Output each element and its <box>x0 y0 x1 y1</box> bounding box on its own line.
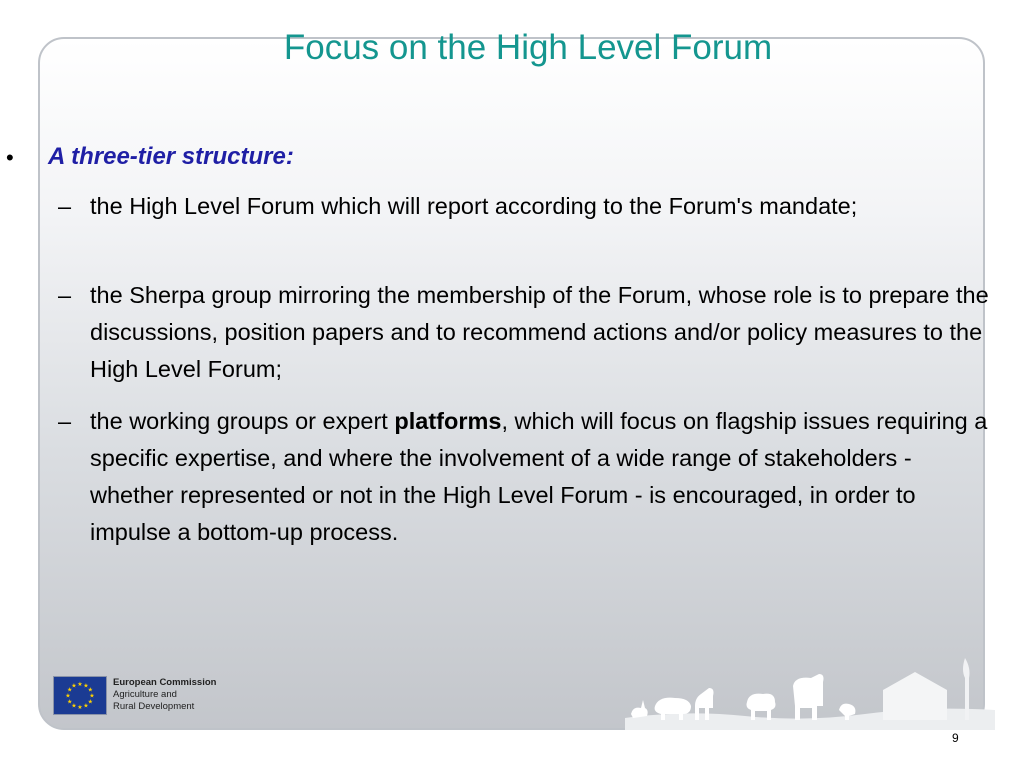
bullet-heading: A three-tier structure: <box>48 143 294 170</box>
sub-item-working-groups <box>58 403 1000 551</box>
bullet-marker: • <box>6 145 14 170</box>
svg-text:★: ★ <box>87 698 93 706</box>
svg-text:★: ★ <box>83 682 89 690</box>
slide-title: Focus on the High Level Forum <box>283 28 773 67</box>
svg-text:★: ★ <box>65 692 71 700</box>
svg-text:★: ★ <box>87 686 93 694</box>
page-number: 9 <box>952 731 959 745</box>
svg-text:★: ★ <box>71 702 77 710</box>
svg-text:★: ★ <box>67 698 73 706</box>
sub-item-text-after: , which will focus on flagship issues requiring a specific expertise, and where the involvement of a wide range of stakeholders - whether represented or not in the High Level Forum - is encouraged, in order to impulse a bottom-up process. <box>90 408 988 545</box>
sub-item-bold-text: platforms <box>394 408 502 434</box>
ec-org-name: European Commission <box>113 677 217 688</box>
dash-marker: – <box>58 193 72 219</box>
sub-item-text: the Sherpa group mirroring the membership of the Forum, whose role is to prepare the discussions, position papers and to recommend actions and/or policy measures to the High Level Forum; <box>90 282 989 382</box>
eu-flag-icon <box>53 676 107 715</box>
svg-text:★: ★ <box>83 702 89 710</box>
ec-dept-line-1: Agriculture and <box>113 689 177 700</box>
ec-dept-line-2: Rural Development <box>113 701 195 712</box>
farm-animals-silhouette-icon <box>625 650 995 730</box>
sub-item-text-before: the working groups or expert <box>90 408 395 434</box>
sub-item-high-level-forum <box>58 188 1000 225</box>
svg-text:★: ★ <box>71 682 77 690</box>
ec-logo <box>53 676 217 715</box>
svg-text:★: ★ <box>67 686 73 694</box>
dash-marker: – <box>58 408 72 434</box>
dash-marker: – <box>58 282 72 308</box>
sub-item-text: the High Level Forum which will report according to the Forum's mandate; <box>90 193 858 219</box>
svg-text:★: ★ <box>77 704 83 711</box>
ec-label <box>113 677 313 713</box>
sub-item-sherpa-group <box>58 277 1000 388</box>
svg-text:★: ★ <box>77 681 83 688</box>
svg-text:★: ★ <box>89 692 95 700</box>
